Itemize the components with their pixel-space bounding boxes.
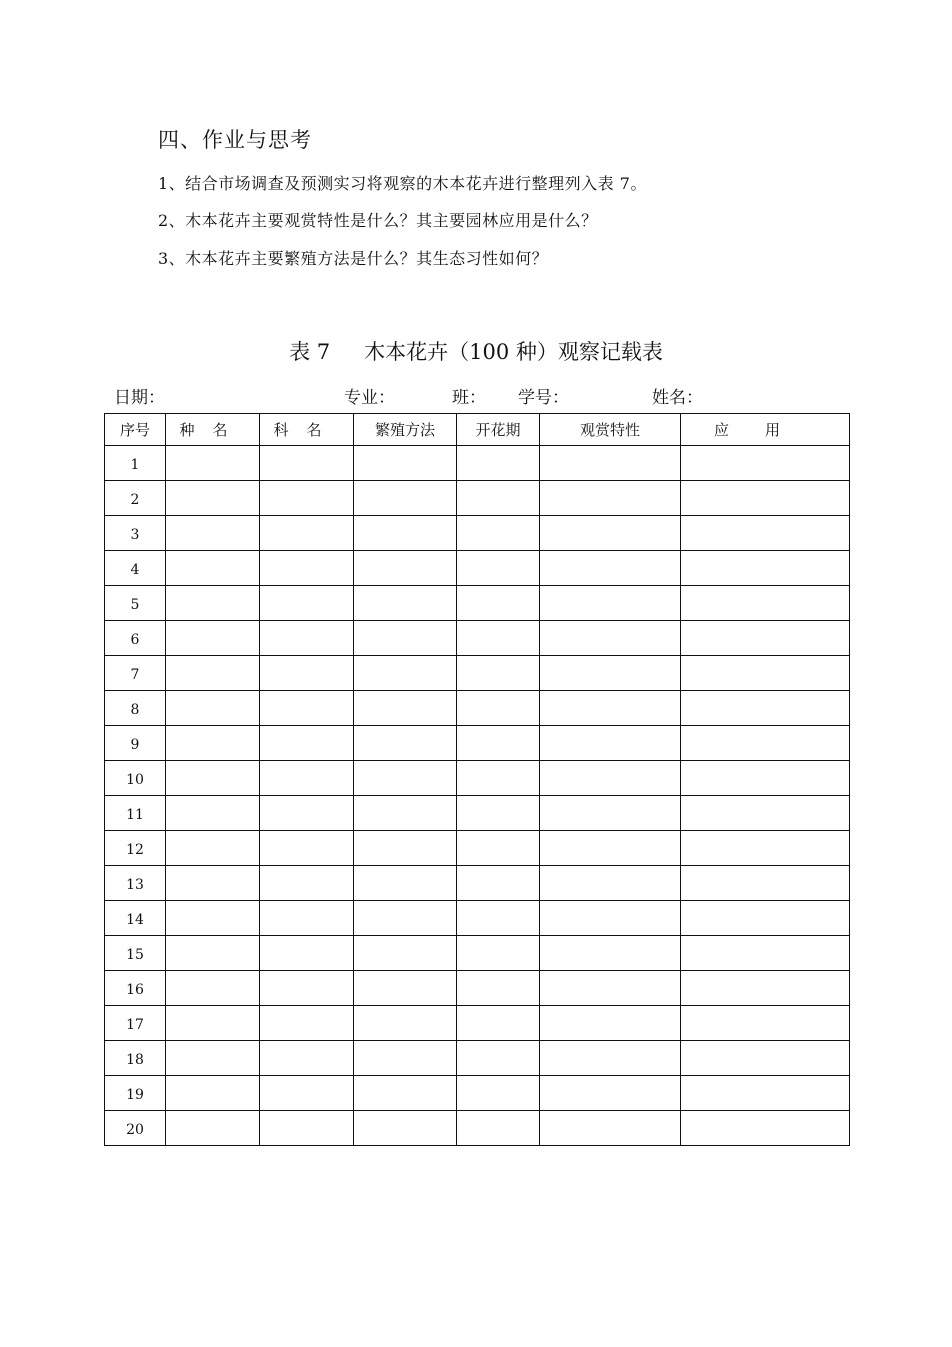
row-number: 19 [105,1076,166,1111]
table-row [105,656,850,691]
cell-application [681,1006,850,1041]
table-row [105,761,850,796]
cell-ornamental [540,1111,681,1146]
table-row [105,481,850,516]
cell-flowering [457,691,540,726]
row-number: 16 [105,971,166,1006]
cell-application [681,691,850,726]
row-number: 2 [105,481,166,516]
cell-species [166,481,260,516]
cell-flowering [457,516,540,551]
cell-species [166,446,260,481]
cell-application [681,866,850,901]
cell-propagation [354,1076,457,1111]
cell-propagation [354,551,457,586]
cell-propagation [354,1041,457,1076]
cell-species [166,691,260,726]
question-1: 1、结合市场调查及预测实习将观察的木本花卉进行整理列入表 7。 [158,174,647,193]
table-caption-title: 木本花卉（100 种）观察记载表 [364,340,663,364]
cell-ornamental [540,446,681,481]
cell-application [681,1041,850,1076]
cell-ornamental [540,901,681,936]
table-row [105,1041,850,1076]
cell-flowering [457,481,540,516]
cell-ornamental [540,1041,681,1076]
cell-flowering [457,796,540,831]
column-header-propagation: 繁殖方法 [354,414,457,446]
row-number: 17 [105,1006,166,1041]
cell-application [681,901,850,936]
cell-flowering [457,586,540,621]
table-row [105,1006,850,1041]
cell-family [260,446,354,481]
cell-family [260,551,354,586]
cell-propagation [354,761,457,796]
cell-family [260,866,354,901]
cell-family [260,901,354,936]
table-row [105,691,850,726]
cell-species [166,901,260,936]
cell-application [681,936,850,971]
cell-flowering [457,621,540,656]
cell-application [681,481,850,516]
cell-propagation [354,516,457,551]
cell-family [260,936,354,971]
table-row [105,1076,850,1111]
cell-species [166,586,260,621]
cell-propagation [354,481,457,516]
cell-application [681,586,850,621]
cell-ornamental [540,551,681,586]
row-number: 5 [105,586,166,621]
cell-family [260,726,354,761]
question-3: 3、木本花卉主要繁殖方法是什么？其生态习性如何？ [158,249,549,268]
row-number: 7 [105,656,166,691]
cell-flowering [457,1111,540,1146]
cell-flowering [457,726,540,761]
cell-propagation [354,446,457,481]
cell-application [681,1076,850,1111]
section-title: 四、作业与思考 [158,128,312,152]
cell-ornamental [540,936,681,971]
cell-propagation [354,936,457,971]
meta-student-id-label: 学号： [518,388,569,408]
cell-application [681,551,850,586]
cell-flowering [457,1076,540,1111]
table-row [105,1111,850,1146]
cell-family [260,1076,354,1111]
cell-species [166,1006,260,1041]
cell-ornamental [540,621,681,656]
cell-species [166,831,260,866]
row-number: 13 [105,866,166,901]
table-row [105,936,850,971]
cell-propagation [354,621,457,656]
row-number: 3 [105,516,166,551]
cell-application [681,516,850,551]
question-2: 2、木本花卉主要观赏特性是什么？其主要园林应用是什么？ [158,211,598,230]
cell-species [166,621,260,656]
cell-flowering [457,1041,540,1076]
cell-propagation [354,726,457,761]
table-header-row [105,414,850,446]
cell-flowering [457,1006,540,1041]
table-row [105,796,850,831]
cell-ornamental [540,796,681,831]
cell-flowering [457,831,540,866]
table-row [105,446,850,481]
cell-flowering [457,901,540,936]
cell-propagation [354,796,457,831]
cell-propagation [354,971,457,1006]
meta-name-label: 姓名： [652,388,703,408]
cell-family [260,1041,354,1076]
cell-ornamental [540,691,681,726]
column-header-index: 序号 [105,414,166,446]
cell-species [166,1076,260,1111]
cell-species [166,866,260,901]
cell-application [681,726,850,761]
cell-propagation [354,1111,457,1146]
cell-propagation [354,866,457,901]
table-row [105,551,850,586]
cell-application [681,1111,850,1146]
row-number: 11 [105,796,166,831]
cell-application [681,656,850,691]
meta-class-label: 班： [452,388,486,408]
cell-application [681,761,850,796]
cell-species [166,971,260,1006]
table-row [105,971,850,1006]
cell-family [260,691,354,726]
cell-ornamental [540,1006,681,1041]
row-number: 9 [105,726,166,761]
cell-propagation [354,1006,457,1041]
cell-application [681,621,850,656]
row-number: 18 [105,1041,166,1076]
table-row [105,866,850,901]
cell-flowering [457,866,540,901]
cell-family [260,971,354,1006]
row-number: 4 [105,551,166,586]
meta-major-label: 专业： [344,388,395,408]
observation-table [104,413,850,1146]
cell-ornamental [540,516,681,551]
column-header-ornamental: 观赏特性 [540,414,681,446]
cell-species [166,551,260,586]
cell-flowering [457,936,540,971]
cell-ornamental [540,1076,681,1111]
cell-flowering [457,446,540,481]
meta-date-label: 日期： [114,388,165,408]
cell-propagation [354,901,457,936]
cell-ornamental [540,761,681,796]
cell-application [681,971,850,1006]
table-row [105,621,850,656]
cell-ornamental [540,726,681,761]
cell-family [260,621,354,656]
column-header-species: 种名 [166,414,260,446]
column-header-application: 应用 [681,414,850,446]
table-row [105,726,850,761]
cell-species [166,1041,260,1076]
column-header-flowering: 开花期 [457,414,540,446]
cell-flowering [457,971,540,1006]
cell-flowering [457,551,540,586]
row-number: 15 [105,936,166,971]
cell-propagation [354,691,457,726]
row-number: 6 [105,621,166,656]
cell-family [260,516,354,551]
cell-ornamental [540,971,681,1006]
cell-propagation [354,831,457,866]
cell-flowering [457,761,540,796]
cell-application [681,796,850,831]
cell-family [260,1111,354,1146]
cell-ornamental [540,866,681,901]
row-number: 10 [105,761,166,796]
row-number: 8 [105,691,166,726]
cell-species [166,516,260,551]
table-row [105,516,850,551]
row-number: 12 [105,831,166,866]
cell-family [260,656,354,691]
cell-ornamental [540,831,681,866]
cell-species [166,796,260,831]
cell-family [260,761,354,796]
cell-ornamental [540,481,681,516]
cell-species [166,936,260,971]
cell-family [260,831,354,866]
cell-species [166,761,260,796]
table-row [105,586,850,621]
row-number: 1 [105,446,166,481]
table-row [105,831,850,866]
cell-family [260,481,354,516]
cell-family [260,1006,354,1041]
cell-species [166,726,260,761]
row-number: 14 [105,901,166,936]
table-caption [0,336,952,366]
cell-species [166,656,260,691]
cell-propagation [354,656,457,691]
row-number: 20 [105,1111,166,1146]
cell-propagation [354,586,457,621]
cell-application [681,446,850,481]
cell-ornamental [540,586,681,621]
column-header-family: 科名 [260,414,354,446]
cell-flowering [457,656,540,691]
cell-family [260,586,354,621]
table-row [105,901,850,936]
cell-species [166,1111,260,1146]
table-caption-number: 表 7 [289,340,331,364]
cell-application [681,831,850,866]
cell-ornamental [540,656,681,691]
cell-family [260,796,354,831]
